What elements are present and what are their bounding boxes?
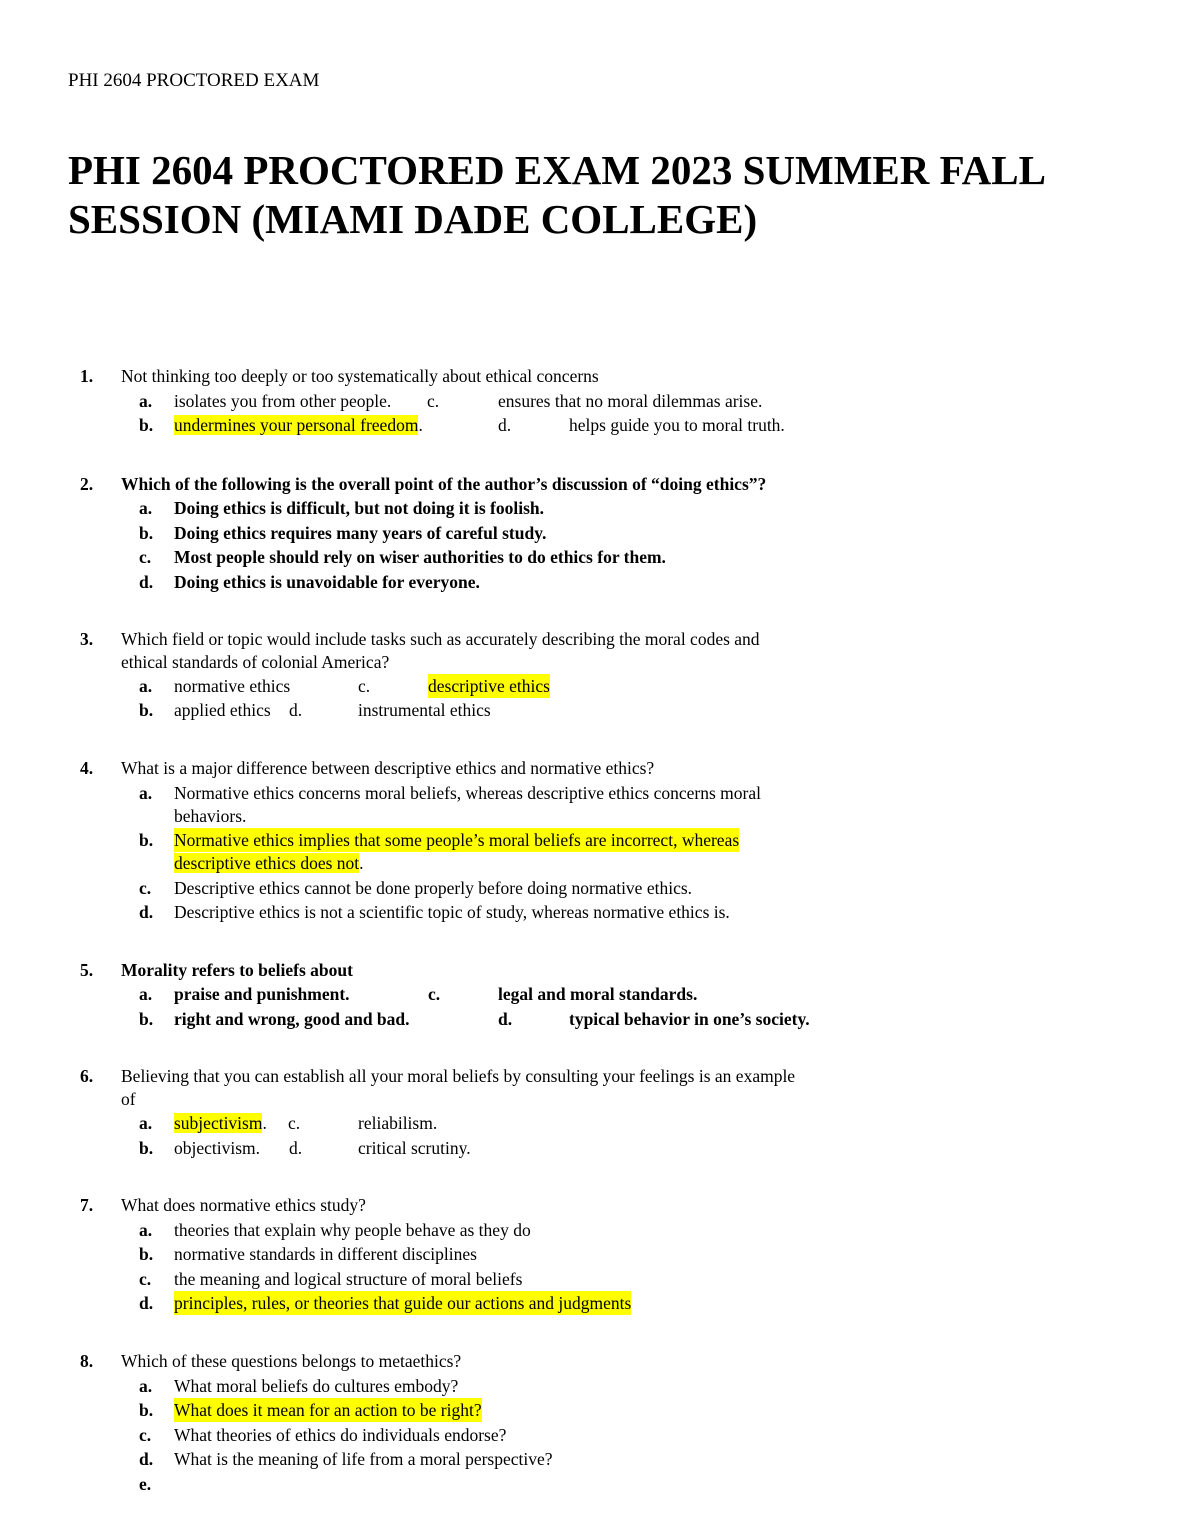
question-number: 4. [80,758,94,778]
option-a-line-1: Normative ethics concerns moral beliefs, whereas descriptive ethics concerns moral [174,783,761,803]
option-a: What moral beliefs do cultures embody? [174,1376,459,1396]
page-title [68,146,1148,244]
option-letter-a: a. [139,984,153,1004]
option-letter-c: c. [139,1425,152,1445]
option-letter-b: b. [139,523,154,543]
option-c: Descriptive ethics cannot be done properly before doing normative ethics. [174,878,693,898]
question-number: 2. [80,474,94,494]
option-letter-e: e. [139,1474,152,1494]
question-number: 3. [80,629,94,649]
option-letter-c: c. [288,1113,301,1133]
option-c-answer: descriptive ethics [428,676,550,696]
option-letter-a: a. [139,783,153,803]
option-letter-b: b. [139,700,154,720]
option-d: Doing ethics is unavoidable for everyone. [174,572,480,592]
option-letter-d: d. [498,1009,513,1029]
option-b: normative standards in different disciplines [174,1244,477,1264]
answer-highlight: subjectivism [174,1113,263,1133]
option-c: ensures that no moral dilemmas arise. [498,391,763,411]
option-c: reliabilism. [358,1113,438,1133]
option-letter-c: c. [428,984,441,1004]
option-b: Doing ethics requires many years of careful study. [174,523,547,543]
question-text: Morality refers to beliefs about [121,960,353,980]
option-a: praise and punishment. [174,984,350,1004]
option-letter-a: a. [139,1376,153,1396]
option-d-answer: principles, rules, or theories that guide our actions and judgments [174,1293,632,1313]
question-text-line-2: ethical standards of colonial America? [121,652,390,672]
option-b: right and wrong, good and bad. [174,1009,410,1029]
option-d: Descriptive ethics is not a scientific topic of study, whereas normative ethics is. [174,902,730,922]
question-text: What is a major difference between descriptive ethics and normative ethics? [121,758,655,778]
option-d: critical scrutiny. [358,1138,471,1158]
option-letter-a: a. [139,676,153,696]
option-c: legal and moral standards. [498,984,698,1004]
option-letter-c: c. [358,676,371,696]
option-c: What theories of ethics do individuals endorse? [174,1425,507,1445]
title-line-1: PHI 2604 PROCTORED EXAM 2023 SUMMER FALL [68,147,1046,193]
option-c: Most people should rely on wiser authorities to do ethics for them. [174,547,666,567]
option-letter-b: b. [139,415,154,435]
option-letter-c: c. [139,547,152,567]
option-b-answer [174,413,423,437]
option-b-suffix: . [359,853,364,873]
option-letter-b: b. [139,1138,154,1158]
option-b: applied ethics [174,700,271,720]
option-letter-c: c. [427,391,440,411]
option-letter-c: c. [139,878,152,898]
option-b: objectivism. [174,1138,261,1158]
option-a: isolates you from other people. [174,391,392,411]
option-letter-a: a. [139,391,153,411]
question-text-line-1: Which field or topic would include tasks such as accurately describing the moral codes and [121,629,760,649]
option-b-answer-line-1: Normative ethics implies that some people’s moral beliefs are incorrect, whereas [174,830,740,850]
question-text: What does normative ethics study? [121,1195,366,1215]
option-c: the meaning and logical structure of moral beliefs [174,1269,523,1289]
question-text: Which of these questions belongs to metaethics? [121,1351,462,1371]
option-letter-d: d. [139,1449,154,1469]
option-letter-a: a. [139,1220,153,1240]
option-a-answer [174,1111,267,1135]
option-b-answer-line-2 [174,851,364,875]
option-a-suffix: . [262,1113,267,1133]
answer-highlight: undermines your personal freedom [174,415,419,435]
question-text-line-1: Believing that you can establish all your moral beliefs by consulting your feelings is an example [121,1066,796,1086]
title-line-2: SESSION (MIAMI DADE COLLEGE) [68,196,758,242]
page-header: PHI 2604 PROCTORED EXAM [68,70,320,91]
option-d: What is the meaning of life from a moral perspective? [174,1449,553,1469]
question-text: Not thinking too deeply or too systematically about ethical concerns [121,366,599,386]
option-a: theories that explain why people behave as they do [174,1220,531,1240]
option-letter-d: d. [139,1293,154,1313]
option-letter-c: c. [139,1269,152,1289]
option-d: instrumental ethics [358,700,491,720]
option-a: Doing ethics is difficult, but not doing it is foolish. [174,498,544,518]
option-letter-b: b. [139,1400,154,1420]
option-letter-d: d. [139,572,154,592]
option-a-line-2: behaviors. [174,806,247,826]
option-letter-d: d. [498,415,512,435]
question-text-line-2: of [121,1089,136,1109]
option-letter-b: b. [139,830,154,850]
option-letter-d: d. [289,700,303,720]
question-text: Which of the following is the overall point of the author’s discussion of “doing ethics”? [121,474,767,494]
question-number: 7. [80,1195,94,1215]
question-number: 8. [80,1351,94,1371]
option-b-answer: What does it mean for an action to be right? [174,1400,482,1420]
option-letter-a: a. [139,1113,153,1133]
option-b-suffix: . [418,415,423,435]
answer-highlight: descriptive ethics does not [174,853,360,873]
option-letter-a: a. [139,498,153,518]
option-d: helps guide you to moral truth. [569,415,785,435]
option-d: typical behavior in one’s society. [569,1009,810,1029]
option-letter-d: d. [139,902,154,922]
question-number: 5. [80,960,94,980]
option-letter-d: d. [289,1138,303,1158]
option-a: normative ethics [174,676,291,696]
option-letter-b: b. [139,1009,154,1029]
option-letter-b: b. [139,1244,154,1264]
question-number: 6. [80,1066,94,1086]
question-number: 1. [80,366,94,386]
